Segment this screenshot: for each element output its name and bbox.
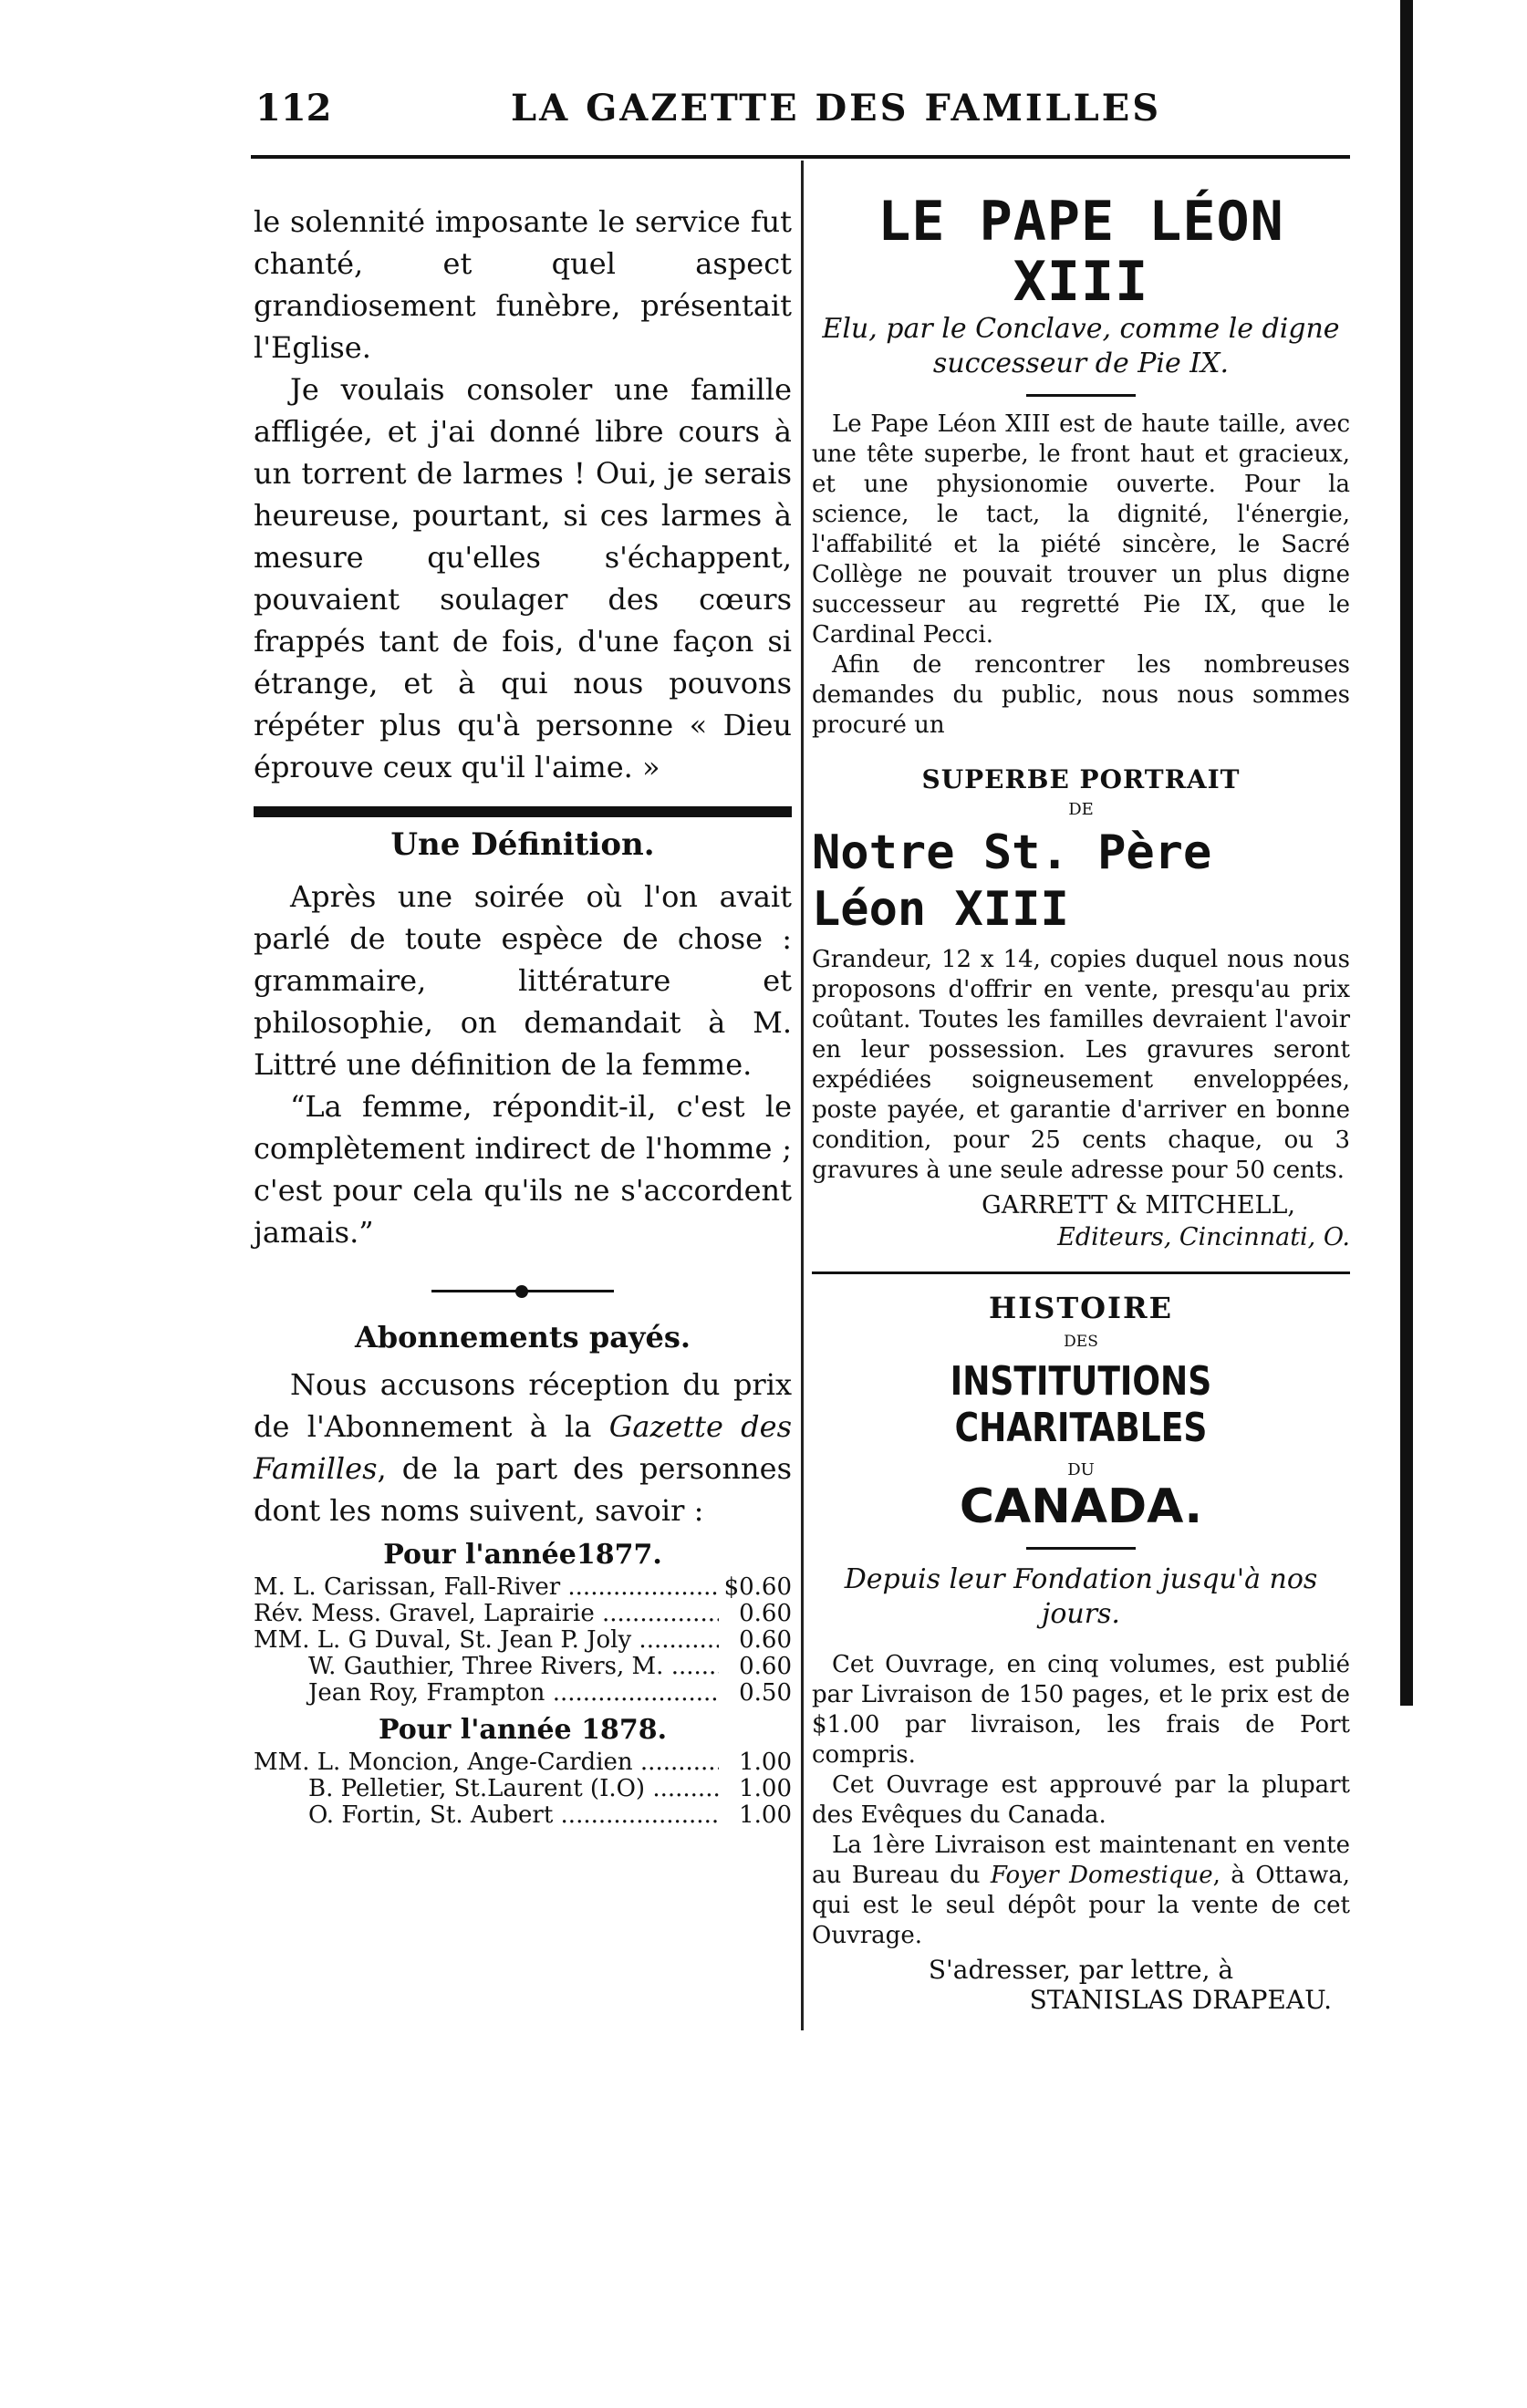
intro-gazette: Gazette des Familles <box>254 1409 793 1486</box>
short-rule <box>1026 394 1136 397</box>
ouvrage-paragraph-3 <box>812 1831 1350 1951</box>
subscriber-name: MM. L. Moncion, Ange-Cardien ..... <box>254 1749 719 1776</box>
subscriber-name: M. L. Carissan, Fall-River ..... <box>254 1574 719 1601</box>
journal-title: LA GAZETTE DES FAMILLES <box>511 87 1162 130</box>
de-label: DE <box>1068 800 1094 819</box>
column-divider <box>801 161 804 2030</box>
article-paragraph-text: Je voulais consoler une famille affligée, et j'ai donné libre cours à un torrent de larmes ! Oui, je serais heureuse, pourtant, si ces larmes à mesure qu'elles s'échappent, pouvaient soulager des cœurs frappés tant de fois, d'une façon si étrange, et à qui nous pouvons répéter plus qu'à personne « Dieu éprouve ceux qu'il l'aime. » <box>254 372 792 784</box>
intro-pre: Nous accusons réception du prix de l'Abonnement à la <box>254 1367 792 1444</box>
ornament-divider <box>431 1290 614 1292</box>
definition-heading: Une Définition. <box>390 826 655 863</box>
signature: STANISLAS DRAPEAU. <box>1029 1985 1332 2015</box>
notre-pere-title: Notre St. Père Léon XIII <box>812 825 1212 937</box>
subscribers-1877 <box>254 1574 792 1707</box>
ouvrage-paragraph-1 <box>812 1650 1350 1770</box>
pape-title: LE PAPE LÉON XIII <box>878 190 1284 314</box>
des-label: DES <box>1064 1333 1098 1351</box>
subscriber-row <box>254 1680 792 1707</box>
subscriber-name: Rév. Mess. Gravel, Laprairie ..... <box>254 1601 719 1627</box>
section-rule <box>254 806 792 817</box>
pape-paragraph-2 <box>812 650 1350 741</box>
definition-paragraph-2 <box>254 1085 792 1253</box>
publisher-name: GARRETT & MITCHELL, <box>982 1191 1295 1220</box>
subscriber-row <box>254 1749 792 1776</box>
year-1878-heading: Pour l'année 1878. <box>378 1714 668 1746</box>
subscriber-name: MM. L. G Duval, St. Jean P. Joly ..... <box>254 1627 719 1654</box>
institutions-heading: INSTITUTIONS CHARITABLES <box>950 1358 1212 1451</box>
subscriber-name: Jean Roy, Frampton ..... <box>254 1680 719 1707</box>
left-column <box>254 164 792 1829</box>
subscriber-row <box>254 1776 792 1802</box>
intro-post: , de la part des personnes dont les noms suivent, savoir : <box>254 1451 792 1528</box>
ouvrage-p1-text: Cet Ouvrage, en cinq volumes, est publié par Livraison de 150 pages, et le prix est de $1.00 par livraison, les frais de Port compris. <box>812 1651 1350 1769</box>
right-column <box>812 164 1350 2015</box>
definition-p2-text: “La femme, répondit-il, c'est le complètement indirect de l'homme ; c'est pour cela qu'ils ne s'accordent jamais.” <box>254 1089 792 1250</box>
portrait-paragraph: Grandeur, 12 x 14, copies duquel nous nous proposons d'offrir en vente, presqu'au prix coûtant. Toutes les familles devraient l'avoir en leur possession. Les gravures seront expédiées soigneusement enveloppées, poste payée, et garantie d'arriver en bonne condition, pour 25 cents chaque, ou 3 gravures à une seule adresse pour 50 cents. <box>812 946 1350 1184</box>
subscriber-name: B. Pelletier, St.Laurent (I.O) ..... <box>254 1776 719 1802</box>
publisher-place: Editeurs, Cincinnati, O. <box>1057 1223 1350 1251</box>
year-1877-heading: Pour l'année1877. <box>383 1539 662 1571</box>
ouvrage-p2-text: Cet Ouvrage est approuvé par la plupart des Evêques du Canada. <box>812 1771 1350 1829</box>
abonnements-intro-text <box>254 1364 792 1531</box>
subscriber-amount: 0.60 <box>739 1653 792 1680</box>
histoire-heading: HISTOIRE <box>989 1291 1173 1325</box>
abonnements-intro <box>254 1364 792 1531</box>
page-number: 112 <box>255 87 332 130</box>
adresser-line: S'adresser, par lettre, à <box>928 1955 1234 1985</box>
subscriber-amount: 0.60 <box>739 1600 792 1627</box>
page-edge-bar <box>1400 0 1413 1706</box>
subscriber-row <box>254 1654 792 1680</box>
section-rule <box>812 1271 1350 1274</box>
pape-paragraph-1 <box>812 410 1350 650</box>
subscribers-1878 <box>254 1749 792 1829</box>
subscriber-amount: 0.60 <box>739 1626 792 1654</box>
subscriber-amount: 1.00 <box>739 1801 792 1829</box>
pape-p1-text: Le Pape Léon XIII est de haute taille, avec une tête superbe, le front haut et gracieux, et une physionomie ouverte. Pour la science, le tact, la dignité, l'énergie, l'affabilité et la piété sincère, le Sacré Collège ne pouvait trouver un plus digne successeur au regretté Pie IX, que le Cardinal Pecci. <box>812 410 1350 649</box>
header-rule <box>251 155 1350 159</box>
running-head <box>255 87 1350 141</box>
pape-subtitle: Elu, par le Conclave, comme le digne successeur de Pie IX. <box>822 313 1340 379</box>
ouvrage-p3-text <box>812 1831 1350 1951</box>
short-rule <box>1026 1547 1136 1550</box>
subscriber-name: W. Gauthier, Three Rivers, M. ..... <box>254 1654 719 1680</box>
canada-heading: CANADA. <box>959 1479 1203 1534</box>
subscriber-row <box>254 1601 792 1627</box>
du-label: DU <box>1067 1460 1095 1479</box>
subscriber-name: O. Fortin, St. Aubert ..... <box>254 1802 719 1829</box>
subscriber-amount: 1.00 <box>739 1775 792 1802</box>
definition-p1-text: Après une soirée où l'on avait parlé de toute espèce de chose : grammaire, littérature et philosophie, on demandait à M. Littré une définition de la femme. <box>254 879 792 1082</box>
pape-p2-text: Afin de rencontrer les nombreuses demandes du public, nous nous sommes procuré un <box>812 651 1350 739</box>
subscriber-amount: $0.60 <box>723 1573 792 1601</box>
p3-pre: La 1ère Livraison est maintenant en vente au Bureau du <box>812 1832 1350 1889</box>
depuis-subtitle: Depuis leur Fondation jusqu'à nos jours. <box>844 1563 1318 1630</box>
p3-post: , à Ottawa, qui est le seul dépôt pour la vente de cet Ouvrage. <box>812 1862 1350 1949</box>
subscriber-amount: 1.00 <box>739 1749 792 1776</box>
subscriber-amount: 0.50 <box>739 1679 792 1707</box>
subscriber-row <box>254 1802 792 1829</box>
ouvrage-paragraph-2 <box>812 1770 1350 1831</box>
subscriber-row <box>254 1627 792 1654</box>
article-paragraph <box>254 368 792 788</box>
portrait-heading: SUPERBE PORTRAIT <box>921 764 1241 794</box>
abonnements-heading: Abonnements payés. <box>354 1320 691 1354</box>
article-continuation: le solennité imposante le service fut chanté, et quel aspect grandiosement funèbre, présentait l'Eglise. <box>254 204 792 365</box>
definition-paragraph-1 <box>254 876 792 1085</box>
subscriber-row <box>254 1574 792 1601</box>
p3-foyer: Foyer Domestique <box>990 1862 1213 1889</box>
